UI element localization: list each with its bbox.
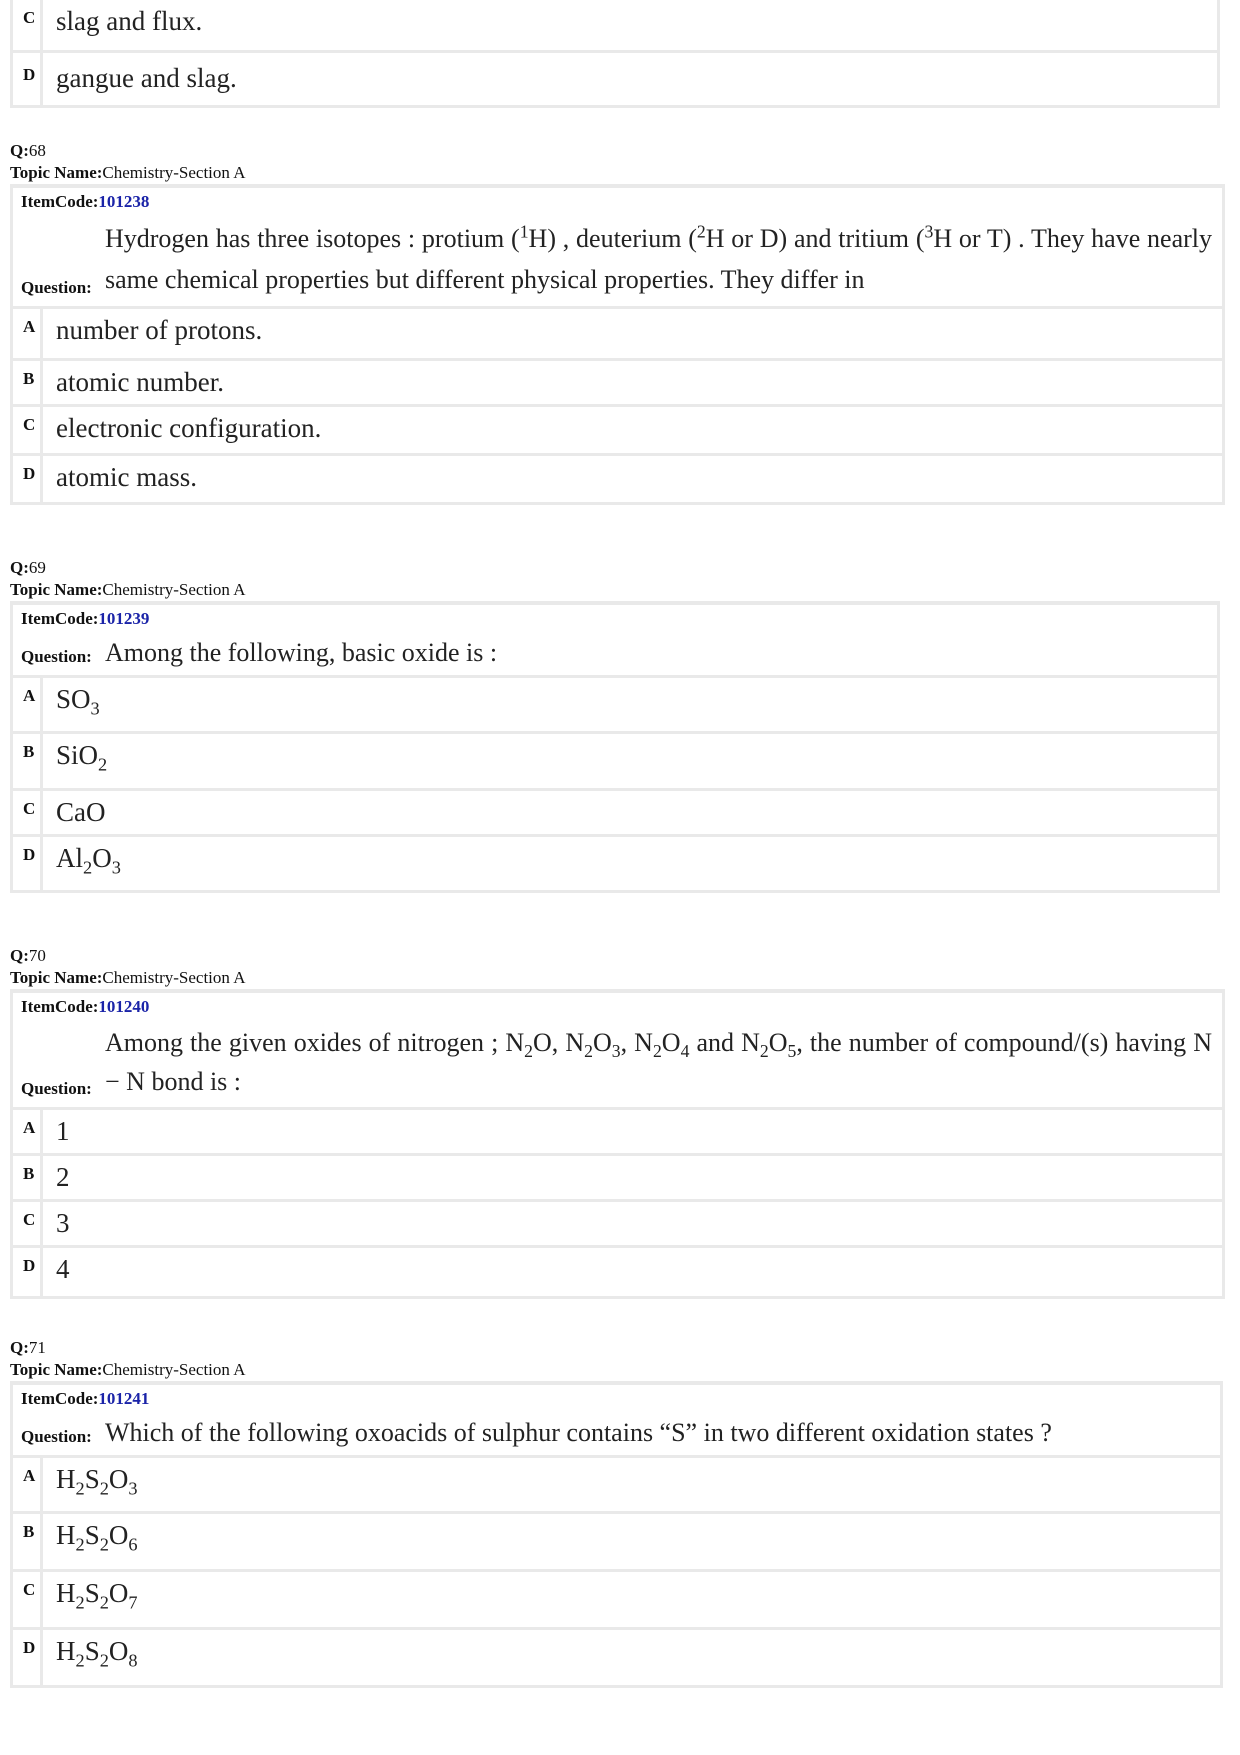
- question-stem: [13, 633, 1217, 675]
- question-block-71: [10, 1337, 1223, 1688]
- option-text: 1: [56, 1116, 70, 1146]
- option-text: atomic number.: [56, 367, 224, 397]
- option-letter: B: [13, 734, 43, 788]
- question-label: Question:: [21, 647, 92, 666]
- option-text: slag and flux.: [56, 6, 203, 36]
- question-label: Question:: [21, 1079, 92, 1098]
- question-number: Q:70: [10, 946, 46, 965]
- question-box: [10, 184, 1225, 505]
- item-code: ItemCode:101240: [13, 993, 1222, 1021]
- option-text: CaO: [56, 797, 106, 827]
- question-text: Which of the following oxoacids of sulphur contains “S” in two different oxidation states ?: [105, 1418, 1052, 1447]
- question-label: Question:: [21, 1427, 92, 1446]
- question-number: Q:68: [10, 141, 46, 160]
- question-text: Hydrogen has three isotopes : protium ($^1$H) , deuterium ($^2$H or D) and tritium ($^3$H or T) . They have nearly same chemical properties but different physical properties. They differ in: [105, 221, 1213, 294]
- option-letter: C: [13, 0, 43, 50]
- option-row[interactable]: [13, 1156, 1222, 1199]
- option-text: 2: [56, 1162, 70, 1192]
- option-row[interactable]: [13, 1514, 1220, 1569]
- option-text: gangue and slag.: [56, 63, 237, 93]
- option-letter: B: [13, 1514, 43, 1569]
- option-row[interactable]: [13, 734, 1217, 788]
- option-text: $H_2S_2O_3$: [56, 1464, 138, 1499]
- question-block-70: [10, 945, 1225, 1299]
- option-row[interactable]: [13, 1202, 1222, 1245]
- option-row[interactable]: [13, 791, 1217, 834]
- option-row[interactable]: [13, 1248, 1222, 1296]
- option-text: 3: [56, 1208, 70, 1238]
- question-box: [10, 1381, 1223, 1688]
- option-row[interactable]: [13, 1110, 1222, 1153]
- question-label: Question:: [21, 278, 92, 297]
- option-row[interactable]: [13, 1458, 1220, 1511]
- option-letter: B: [13, 1156, 43, 1199]
- option-letter: D: [13, 1630, 43, 1685]
- topic-name: Topic Name:Chemistry-Section A: [10, 163, 246, 182]
- option-text: $H_2S_2O_6$: [56, 1520, 138, 1555]
- option-letter: C: [13, 1202, 43, 1245]
- option-text: $H_2S_2O_8$: [56, 1636, 138, 1671]
- option-letter: B: [13, 361, 43, 404]
- question-box: [10, 601, 1220, 893]
- option-letter: C: [13, 791, 43, 834]
- item-code: ItemCode:101239: [13, 605, 1217, 633]
- topic-name: Topic Name:Chemistry-Section A: [10, 968, 246, 987]
- option-text: atomic mass.: [56, 462, 197, 492]
- option-letter: D: [13, 53, 43, 105]
- option-letter: D: [13, 837, 43, 890]
- option-row[interactable]: [13, 361, 1222, 404]
- option-row[interactable]: [13, 1630, 1220, 1685]
- option-letter: A: [13, 309, 43, 358]
- question-number: Q:71: [10, 1338, 46, 1357]
- topic-name: Topic Name:Chemistry-Section A: [10, 1360, 246, 1379]
- option-letter: D: [13, 456, 43, 502]
- topic-name: Topic Name:Chemistry-Section A: [10, 580, 246, 599]
- option-row[interactable]: [13, 837, 1217, 890]
- option-text: $SO_3$: [56, 684, 100, 719]
- option-letter: A: [13, 678, 43, 731]
- option-row[interactable]: [13, 0, 1217, 50]
- item-code: ItemCode:101241: [13, 1385, 1220, 1413]
- question-stem: [13, 1413, 1220, 1455]
- question-stem: [13, 216, 1222, 306]
- prev-question-options: [10, 0, 1220, 108]
- question-block-68: [10, 140, 1225, 505]
- option-text: $Al_2O_3$: [56, 843, 121, 878]
- option-letter: A: [13, 1110, 43, 1153]
- option-letter: C: [13, 1572, 43, 1627]
- option-row[interactable]: [13, 678, 1217, 731]
- item-code: ItemCode:101238: [13, 188, 1222, 216]
- question-text: Among the given oxides of nitrogen ; $N_2O$, $N_2O_3$, $N_2O_4$ and $N_2O_5$, the number of compound/(s) having N − N bond is :: [105, 1028, 1213, 1096]
- option-letter: A: [13, 1458, 43, 1511]
- question-number: Q:69: [10, 558, 46, 577]
- question-stem: [13, 1021, 1222, 1107]
- option-row[interactable]: [13, 456, 1222, 502]
- question-box: [10, 989, 1225, 1299]
- question-text: Among the following, basic oxide is :: [105, 638, 498, 667]
- option-row[interactable]: [13, 1572, 1220, 1627]
- option-row[interactable]: [13, 309, 1222, 358]
- option-text: 4: [56, 1254, 70, 1284]
- option-text: SiO$_2$: [56, 740, 108, 775]
- question-block-69: [10, 557, 1220, 893]
- option-letter: D: [13, 1248, 43, 1296]
- option-text: number of protons.: [56, 315, 263, 345]
- option-letter: C: [13, 407, 43, 453]
- option-row[interactable]: [13, 53, 1217, 105]
- option-text: electronic configuration.: [56, 413, 322, 443]
- option-row[interactable]: [13, 407, 1222, 453]
- option-text: $H_2S_2O_7$: [56, 1578, 138, 1613]
